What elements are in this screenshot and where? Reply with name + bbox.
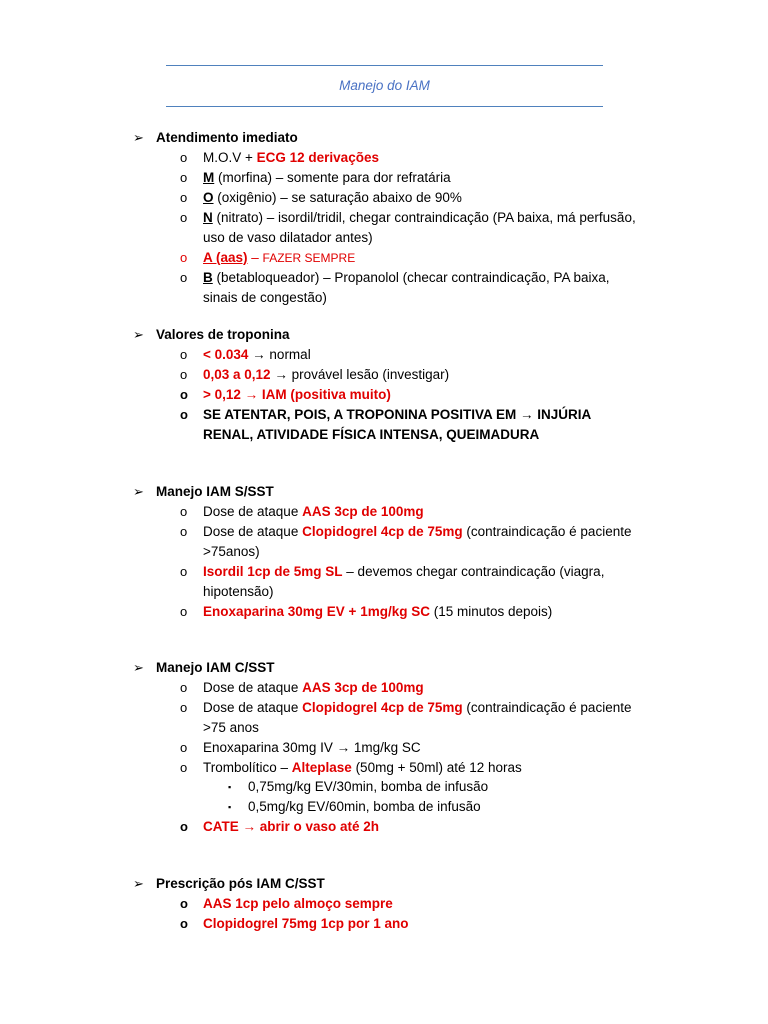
list-bullet: o bbox=[180, 740, 188, 755]
list-bullet: o bbox=[180, 250, 188, 265]
list-item: AAS 1cp pelo almoço sempre bbox=[203, 896, 393, 911]
list-bullet: o bbox=[180, 150, 188, 165]
arrow-bullet-icon: ➢ bbox=[133, 130, 144, 145]
list-bullet: o bbox=[180, 896, 188, 911]
list-item: Enoxaparina 30mg IV → 1mg/kg SC bbox=[203, 740, 421, 755]
list-item: Dose de ataque Clopidogrel 4cp de 75mg (contraindicação é paciente >75 anos bbox=[203, 700, 632, 735]
list-item: 0,03 a 0,12 → provável lesão (investigar) bbox=[203, 367, 450, 382]
page-title: Manejo do IAM bbox=[339, 78, 430, 93]
list-item: Dose de ataque AAS 3cp de 100mg bbox=[203, 680, 424, 695]
list-item: Isordil 1cp de 5mg SL – devemos chegar contraindicação (viagra, hipotensão) bbox=[203, 564, 605, 599]
arrow-bullet-icon: ➢ bbox=[133, 876, 144, 891]
section-heading: Atendimento imediato bbox=[156, 130, 298, 145]
square-bullet-icon: ▪ bbox=[228, 802, 232, 812]
list-bullet: o bbox=[180, 190, 188, 205]
list-bullet: o bbox=[180, 524, 188, 539]
list-item: N (nitrato) – isordil/tridil, chegar contraindicação (PA baixa, má perfusão, uso de vaso dilatador antes) bbox=[203, 210, 636, 245]
list-bullet: o bbox=[180, 170, 188, 185]
list-item: SE ATENTAR, POIS, A TROPONINA POSITIVA EM → INJÚRIA RENAL, ATIVIDADE FÍSICA INTENSA, QUEIMADURA bbox=[203, 407, 591, 442]
arrow-bullet-icon: ➢ bbox=[133, 660, 144, 675]
list-item: Dose de ataque Clopidogrel 4cp de 75mg (contraindicação é paciente >75anos) bbox=[203, 524, 632, 559]
list-item: O (oxigênio) – se saturação abaixo de 90% bbox=[203, 190, 462, 205]
list-item: > 0,12 → IAM (positiva muito) bbox=[203, 387, 391, 402]
list-bullet: o bbox=[180, 387, 188, 402]
arrow-bullet-icon: ➢ bbox=[133, 484, 144, 499]
header-rule-bottom bbox=[166, 106, 603, 107]
section-heading: Prescrição pós IAM C/SST bbox=[156, 876, 325, 891]
list-item: Clopidogrel 75mg 1cp por 1 ano bbox=[203, 916, 409, 931]
list-bullet: o bbox=[180, 407, 188, 422]
sub-list-item: 0,75mg/kg EV/30min, bomba de infusão bbox=[248, 779, 489, 794]
sub-list-item: 0,5mg/kg EV/60min, bomba de infusão bbox=[248, 799, 481, 814]
list-bullet: o bbox=[180, 210, 188, 225]
list-item: Enoxaparina 30mg EV + 1mg/kg SC (15 minutos depois) bbox=[203, 604, 553, 619]
list-bullet: o bbox=[180, 916, 188, 931]
list-bullet: o bbox=[180, 347, 188, 362]
list-bullet: o bbox=[180, 680, 188, 695]
square-bullet-icon: ▪ bbox=[228, 782, 232, 792]
list-item: CATE → abrir o vaso até 2h bbox=[203, 819, 380, 834]
list-item: B (betabloqueador) – Propanolol (checar contraindicação, PA baixa, sinais de congestão) bbox=[203, 270, 610, 305]
list-bullet: o bbox=[180, 270, 188, 285]
section-heading: Manejo IAM C/SST bbox=[156, 660, 275, 675]
header-rule-top bbox=[166, 65, 603, 66]
list-item: M (morfina) – somente para dor refratária bbox=[203, 170, 451, 185]
list-bullet: o bbox=[180, 367, 188, 382]
list-item: Trombolítico – Alteplase (50mg + 50ml) até 12 horas bbox=[203, 760, 522, 775]
list-item: A (aas) – FAZER SEMPRE bbox=[203, 250, 356, 265]
arrow-bullet-icon: ➢ bbox=[133, 327, 144, 342]
list-bullet: o bbox=[180, 564, 188, 579]
section-heading: Valores de troponina bbox=[156, 327, 290, 342]
list-bullet: o bbox=[180, 700, 188, 715]
list-bullet: o bbox=[180, 819, 188, 834]
list-item: < 0.034 → normal bbox=[203, 347, 311, 362]
list-item: M.O.V + ECG 12 derivações bbox=[203, 150, 379, 165]
list-bullet: o bbox=[180, 504, 188, 519]
list-bullet: o bbox=[180, 760, 188, 775]
list-item: Dose de ataque AAS 3cp de 100mg bbox=[203, 504, 424, 519]
section-heading: Manejo IAM S/SST bbox=[156, 484, 274, 499]
list-bullet: o bbox=[180, 604, 188, 619]
